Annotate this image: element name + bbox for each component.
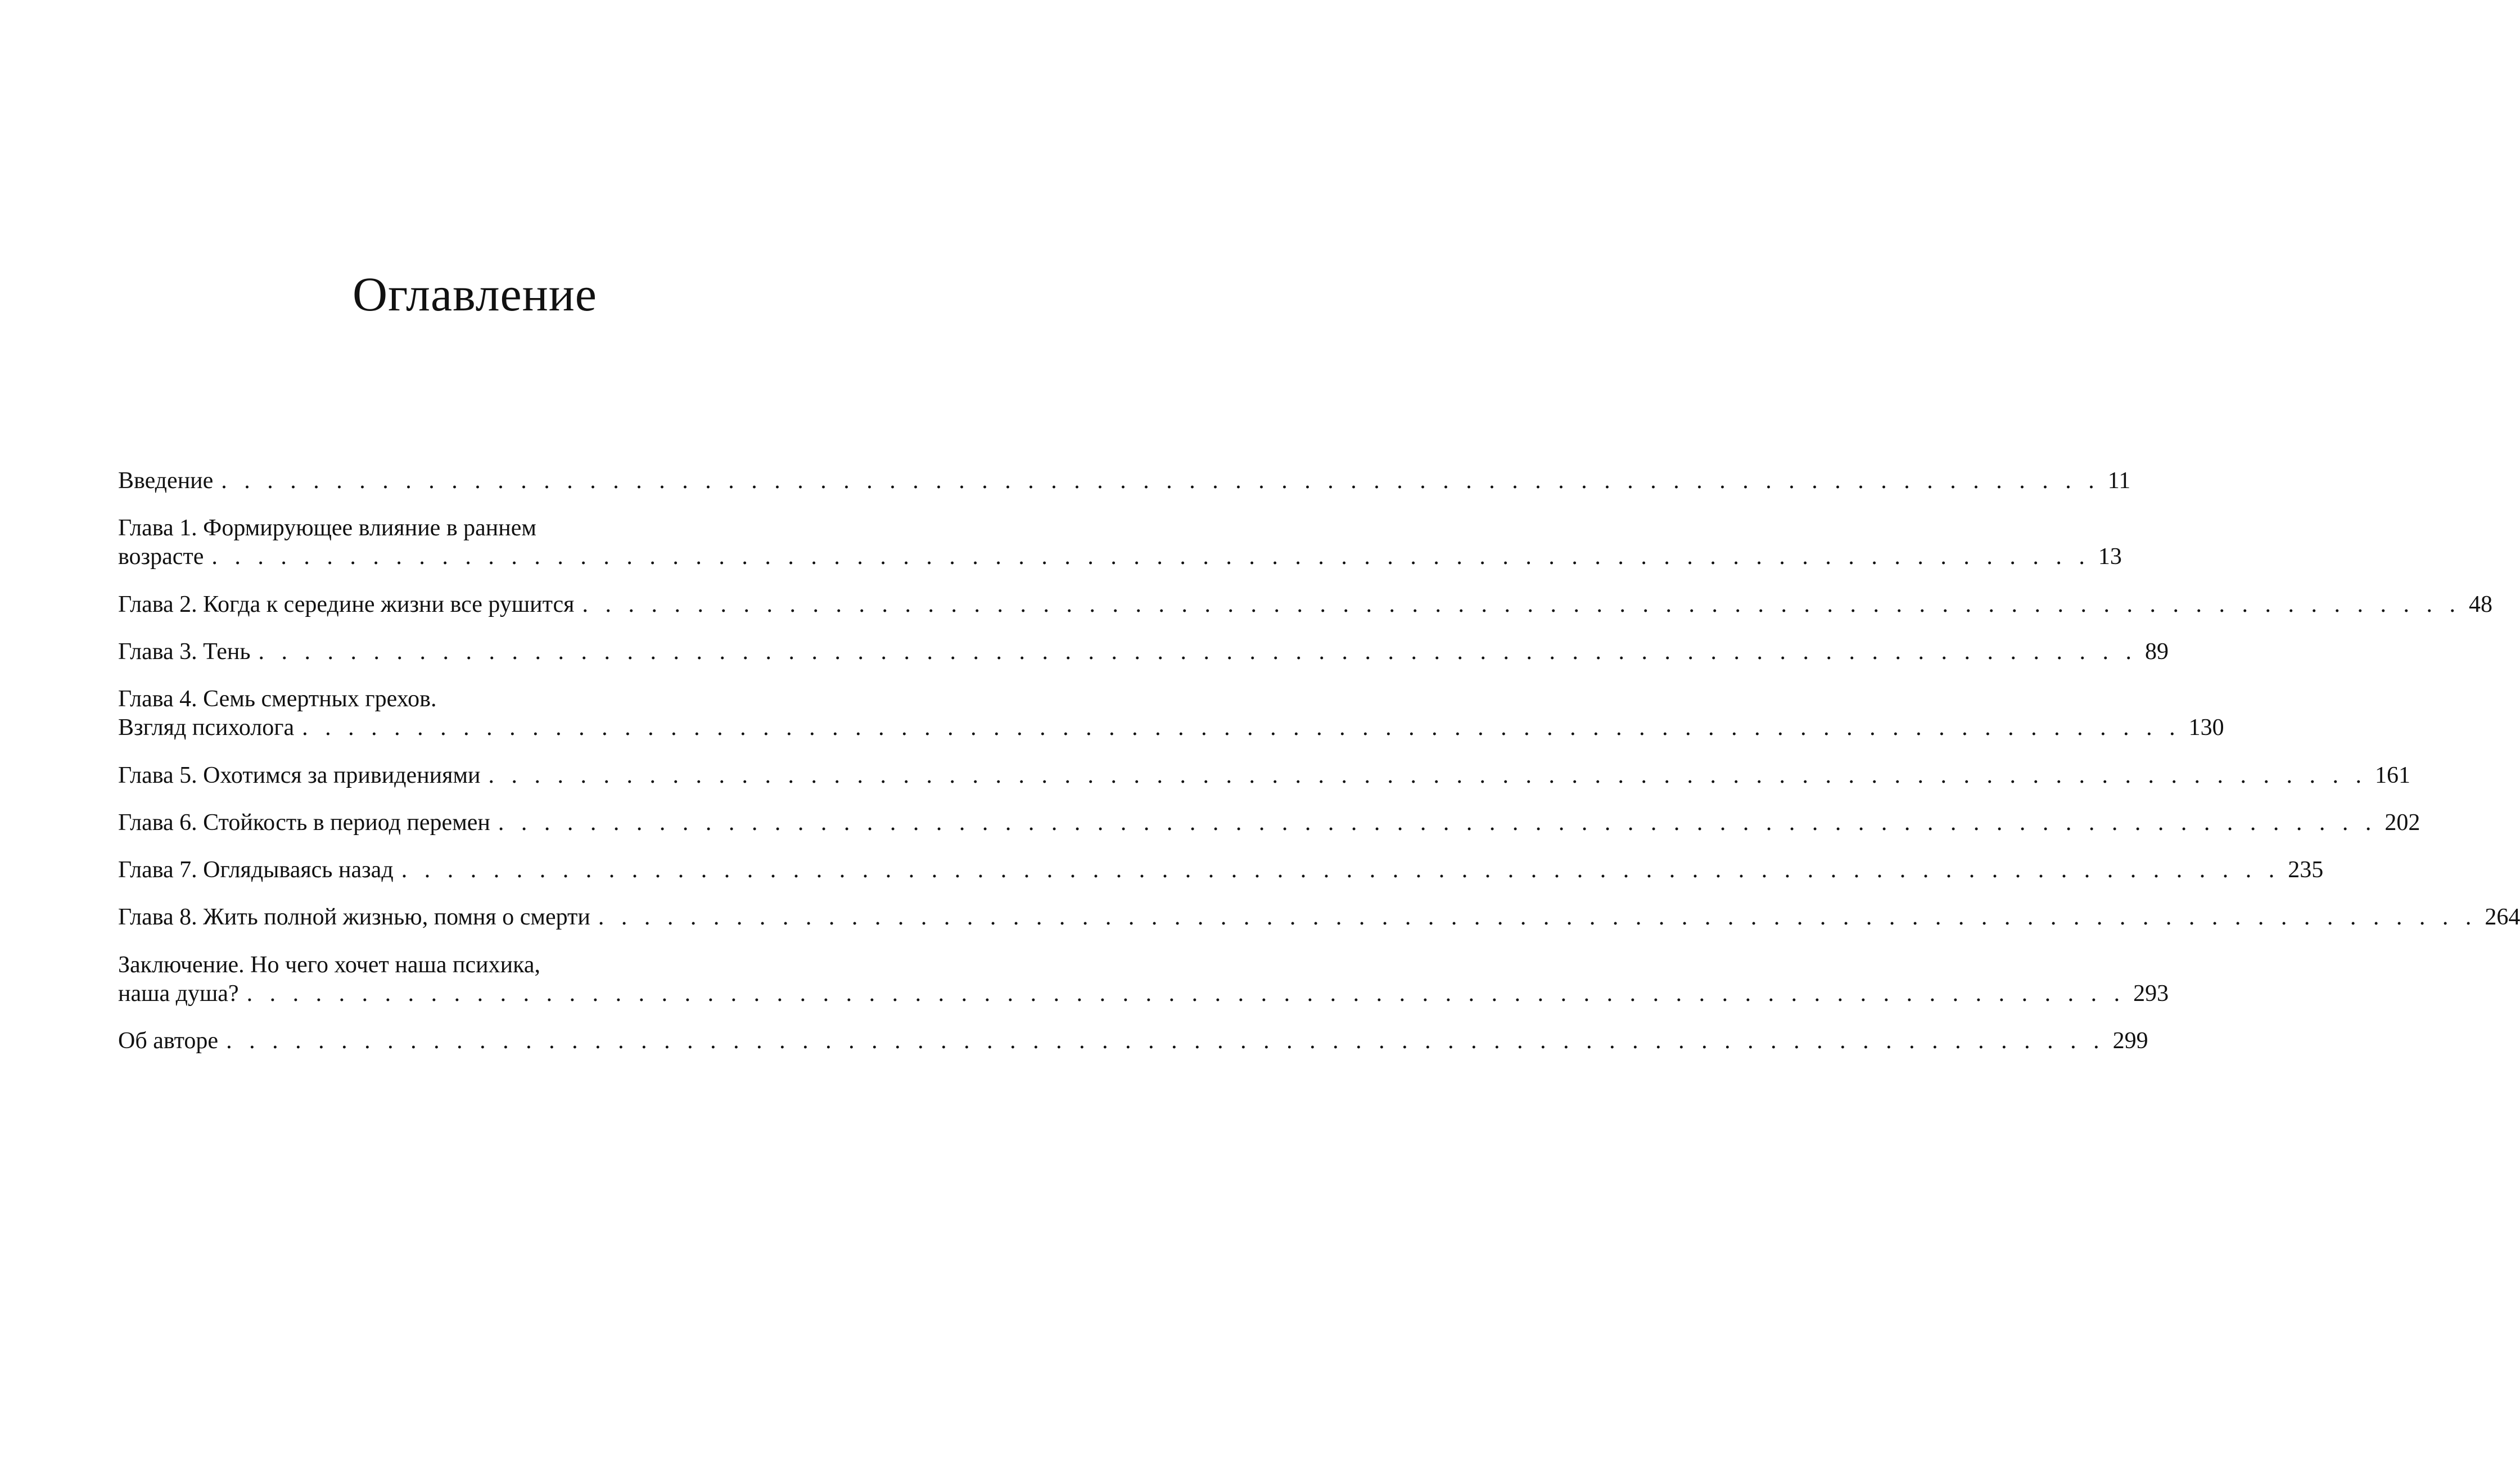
toc-page-number: 293 [2133, 980, 2169, 1007]
toc-entry-title: Глава 7. Оглядываясь назад [118, 857, 394, 883]
dot-leader: . . . . . . . . . . . . . . . . . . . . . . . . . . . . . . . . . . . . . . . . . . . . . . . . . . . . . . . . . . . . . . . . . . . . . . . . . . . . . . . . . . [401, 857, 2280, 883]
toc-entry-chapter-1 [118, 514, 2122, 571]
toc-entry-conclusion [118, 951, 2169, 1008]
toc-entry-title-line-1: Глава 4. Семь смертных грехов. [118, 686, 437, 712]
toc-page-number: 264 [2485, 904, 2520, 931]
toc-entry-chapter-7 [118, 856, 2324, 885]
toc-entry-title-line-1: Заключение. Но чего хочет наша психика, [118, 951, 540, 978]
toc-page-number: 299 [2112, 1028, 2148, 1054]
toc-entry-title: Взгляд психолога [118, 715, 295, 741]
toc-entry-title: Глава 8. Жить полной жизнью, помня о смерти [118, 904, 590, 931]
toc-entry-introduction [118, 467, 2131, 495]
dot-leader: . . . . . . . . . . . . . . . . . . . . . . . . . . . . . . . . . . . . . . . . . . . . . . . . . . . . . . . . . . . . . . . . . . . . . . . . . . . . . . . . . . [211, 544, 2090, 570]
dot-leader: . . . . . . . . . . . . . . . . . . . . . . . . . . . . . . . . . . . . . . . . . . . . . . . . . . . . . . . . . . . . . . . . . . . . . . . . . . . . . . . . . . [302, 715, 2181, 741]
page-title: Оглавление [353, 267, 597, 321]
toc-entry-title: Глава 5. Охотимся за привидениями [118, 762, 481, 788]
toc-entry-title: Глава 3. Тень [118, 638, 251, 665]
toc-entry-title: Глава 2. Когда к середине жизни все рушится [118, 591, 575, 617]
toc-entry-title-line-1: Глава 1. Формирующее влияние в раннем [118, 515, 536, 542]
toc-entry-chapter-6 [118, 809, 2420, 837]
toc-page-number: 13 [2098, 544, 2122, 570]
toc-page-number: 202 [2384, 809, 2420, 836]
dot-leader: . . . . . . . . . . . . . . . . . . . . . . . . . . . . . . . . . . . . . . . . . . . . . . . . . . . . . . . . . . . . . . . . . . . . . . . . . . . . . . . . . . [226, 1028, 2105, 1054]
dot-leader: . . . . . . . . . . . . . . . . . . . . . . . . . . . . . . . . . . . . . . . . . . . . . . . . . . . . . . . . . . . . . . . . . . . . . . . . . . . . . . . . . . [221, 468, 2100, 494]
toc-entry-chapter-2 [118, 590, 2492, 619]
table-of-contents [118, 467, 2520, 1074]
toc-entry-title: возрасте [118, 544, 204, 570]
toc-entry-title: Глава 6. Стойкость в период перемен [118, 809, 490, 836]
toc-entry-title: Введение [118, 468, 214, 494]
dot-leader: . . . . . . . . . . . . . . . . . . . . . . . . . . . . . . . . . . . . . . . . . . . . . . . . . . . . . . . . . . . . . . . . . . . . . . . . . . . . . . . . . . [258, 638, 2137, 665]
toc-entry-chapter-3 [118, 638, 2169, 666]
toc-entry-about-author [118, 1027, 2148, 1055]
toc-entry-chapter-4 [118, 685, 2224, 742]
toc-page-number: 235 [2288, 857, 2324, 883]
dot-leader: . . . . . . . . . . . . . . . . . . . . . . . . . . . . . . . . . . . . . . . . . . . . . . . . . . . . . . . . . . . . . . . . . . . . . . . . . . . . . . . . . . [598, 904, 2477, 931]
toc-entry-chapter-5 [118, 761, 2411, 790]
toc-page-number: 130 [2188, 715, 2224, 741]
toc-page-number: 89 [2144, 638, 2169, 665]
dot-leader: . . . . . . . . . . . . . . . . . . . . . . . . . . . . . . . . . . . . . . . . . . . . . . . . . . . . . . . . . . . . . . . . . . . . . . . . . . . . . . . . . . [246, 980, 2126, 1007]
toc-entry-chapter-8 [118, 903, 2520, 932]
toc-entry-title: наша душа? [118, 980, 239, 1007]
toc-page-number: 161 [2375, 762, 2411, 788]
toc-page-number: 11 [2107, 468, 2131, 494]
dot-leader: . . . . . . . . . . . . . . . . . . . . . . . . . . . . . . . . . . . . . . . . . . . . . . . . . . . . . . . . . . . . . . . . . . . . . . . . . . . . . . . . . . [582, 591, 2461, 617]
toc-page-number: 48 [2468, 591, 2492, 617]
toc-entry-title: Об авторе [118, 1028, 219, 1054]
dot-leader: . . . . . . . . . . . . . . . . . . . . . . . . . . . . . . . . . . . . . . . . . . . . . . . . . . . . . . . . . . . . . . . . . . . . . . . . . . . . . . . . . . [488, 762, 2368, 788]
dot-leader: . . . . . . . . . . . . . . . . . . . . . . . . . . . . . . . . . . . . . . . . . . . . . . . . . . . . . . . . . . . . . . . . . . . . . . . . . . . . . . . . . . [498, 809, 2377, 836]
